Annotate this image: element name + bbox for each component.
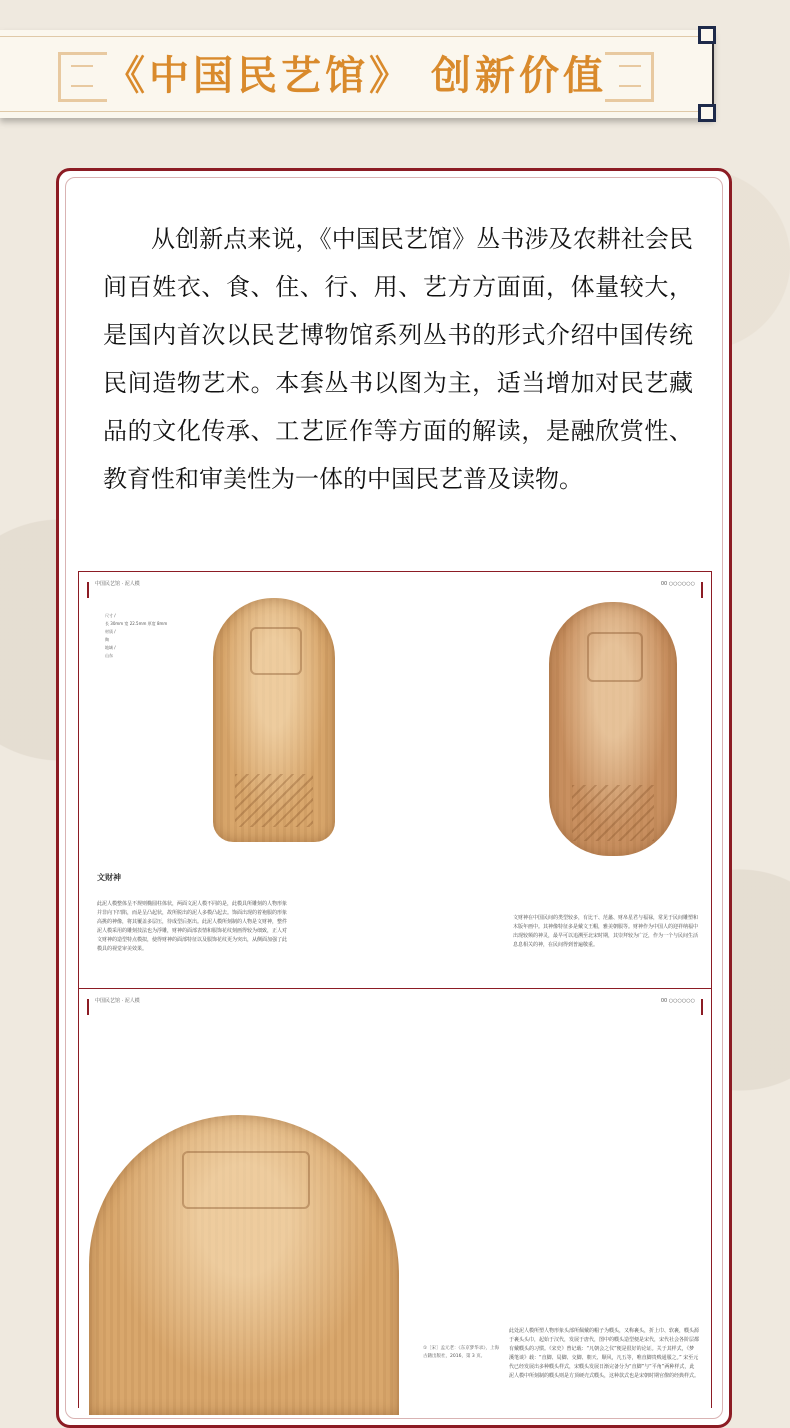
spec-line: 尺寸 / [105, 613, 116, 618]
page-code: 00 ○○○○○○ [660, 998, 695, 1004]
title-banner [0, 30, 714, 118]
clay-mold-front-image [213, 598, 335, 842]
book-spread-2 [78, 988, 712, 1408]
figure-face [587, 632, 642, 682]
book-spread-1 [78, 571, 712, 989]
banner-ornament-right [605, 52, 654, 102]
banner-corner-icon [698, 104, 716, 122]
spec-line: 山东 [105, 653, 113, 658]
page-marker [87, 999, 89, 1015]
spec-line: 地域 / [105, 645, 116, 650]
intro-paragraph: 从创新点来说，《中国民艺馆》丛书涉及农耕社会民间百姓衣、食、住、行、用、艺方方面面，体量较大，是国内首次以民艺博物馆系列丛书的形式介绍中国传统民间造物艺术。本套丛书以图为主，适当增加对民艺藏品的文化传承、工艺匠作等方面的解读，是融欣赏性、教育性和审美性为一体的中国民艺普及读物。 [103, 225, 693, 493]
artifact-description-left: 此泥人模整体呈不规则椭圆柱体状，两面文泥人模不同的是，此模具所雕刻的人物形象并非向下凹陷，而是呈凸起状，故所脱出的泥人多模凸起去。饰面出现的着袍服的形象高挑的神像，将其覆盖多层压，待成型后抠出。此泥人模所刻制的人物是文财神，整件泥人模采用的雕刻技法也为浮雕，财神的面部表情和服饰花纹刻画得较为细致，正人对文财神的造型特点模拟，使得财神的面部特征以及服饰花纹更为突出，从侧面加强了此模具的视觉审美效果。 [97, 901, 288, 952]
figure-face [250, 627, 303, 675]
running-head: 中国民艺馆 · 泥人模 [95, 581, 140, 587]
banner-title: 《中国民艺馆》 创新价值 [105, 52, 607, 99]
figure-base [572, 785, 654, 841]
spec-line: 陶 [105, 637, 109, 642]
page-marker [87, 582, 89, 598]
clay-mold-back-image [549, 602, 677, 856]
page-marker [701, 582, 703, 598]
clay-mold-closeup-image [89, 1115, 399, 1415]
figure-base [235, 774, 313, 828]
artifact-title: 文财神 [97, 873, 121, 882]
footnote: ①［宋］孟元老：《东京梦华录》，上海古籍出版社，2016，第 3 页。 [423, 1346, 500, 1359]
specs-list [105, 612, 167, 660]
spec-line: 材质 / [105, 629, 116, 634]
page-marker [701, 999, 703, 1015]
artifact-description-right: 文财神在中国民间的类型较多，有比干、范蠡、财帛星君与福禄，常见于民间雕塑和木版年画中。其神像特征多是戴文王帽，雅美朝服等。财神作为中国人的迎祥纳福中出现较频的神灵，最早可以追溯至北宋时期，其崇拜较为广泛，作为一个与民间生活息息相关的神，在民间得到普遍敬重。 [513, 915, 699, 948]
page-code: 00 ○○○○○○ [660, 581, 695, 587]
spec-line: 长 30mm 宽 22.5mm 厚度 8mm [105, 621, 168, 626]
figure-face [182, 1151, 310, 1209]
running-head: 中国民艺馆 · 泥人模 [95, 998, 140, 1004]
banner-corner-icon [698, 26, 716, 44]
artifact-description: 此处泥人模所塑人物形象头部所佩戴的帽子为幞头，又称裹头，折上巾、软裹，幞头源于裹头头巾，起始于汉代，发展于唐代，图中的幞头造型便是宋代，宋代社会各阶层都有戴幞头的习惯。《宋史》曾记载：“凡朝会之仪”便是很好的论证。关于其样式，《梦溪笔谈》载：“直脚、局脚、交脚、朝天、顺风，凡五等，唯直脚贵贱通服之。” 宋至元代已经发展出多种幞头样式，宋幞头发展日渐完备分为“直脚”与“平角”两种样式，此泥人模中所刻制的幞头则是方顶硬壳式幞头，这种款式也是宋朝时期官僚的经典样式。 [509, 1328, 700, 1379]
